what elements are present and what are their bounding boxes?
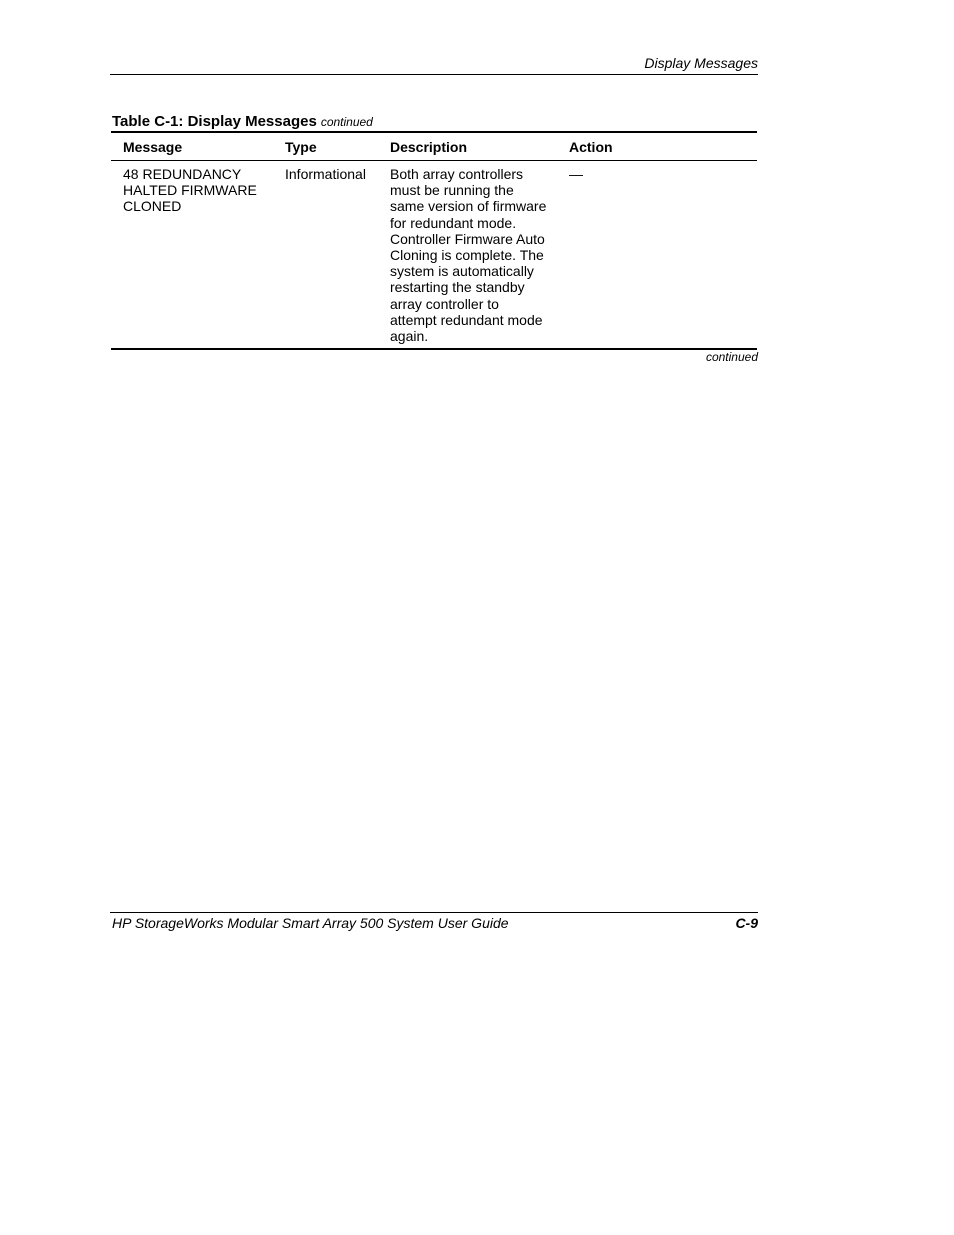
- description-line: same version of firmware: [390, 198, 547, 215]
- column-header-message: Message: [123, 139, 183, 155]
- cell-message: [123, 166, 257, 215]
- message-line: CLONED: [123, 198, 182, 215]
- footer-rule: [110, 912, 758, 913]
- description-line: must be running the: [390, 182, 514, 199]
- column-header-type: Type: [285, 139, 317, 155]
- cell-action: —: [569, 166, 583, 182]
- description-line: Cloning is complete. The: [390, 247, 544, 264]
- description-line: array controller to: [390, 295, 499, 312]
- table-caption-continued: continued: [320, 115, 373, 129]
- description-line: for redundant mode.: [390, 214, 517, 231]
- table-top-rule: [111, 131, 757, 133]
- header-section-title: Display Messages: [644, 55, 758, 71]
- table-continued-label: continued: [705, 350, 758, 364]
- cell-type: Informational: [285, 166, 366, 182]
- footer-book-title: HP StorageWorks Modular Smart Array 500 System User Guide: [112, 915, 509, 931]
- column-header-description: Description: [390, 139, 468, 155]
- message-line: 48 REDUNDANCY: [123, 166, 242, 182]
- table-caption-title: Table C-1: Display Messages: [112, 113, 317, 130]
- description-line: Controller Firmware Auto: [390, 230, 545, 247]
- footer-page-number: C-9: [735, 915, 758, 931]
- header-rule: [110, 74, 758, 75]
- description-line: again.: [390, 328, 429, 345]
- table-header-rule: [111, 160, 757, 161]
- description-line: Both array controllers: [390, 166, 524, 182]
- column-header-action: Action: [569, 139, 613, 155]
- description-line: restarting the standby: [390, 279, 525, 296]
- table-caption: [112, 113, 373, 130]
- description-line: system is automatically: [390, 263, 534, 280]
- message-line: HALTED FIRMWARE: [123, 182, 257, 199]
- table-bottom-rule: [111, 348, 757, 350]
- cell-description: [390, 166, 546, 344]
- description-line: attempt redundant mode: [390, 311, 543, 328]
